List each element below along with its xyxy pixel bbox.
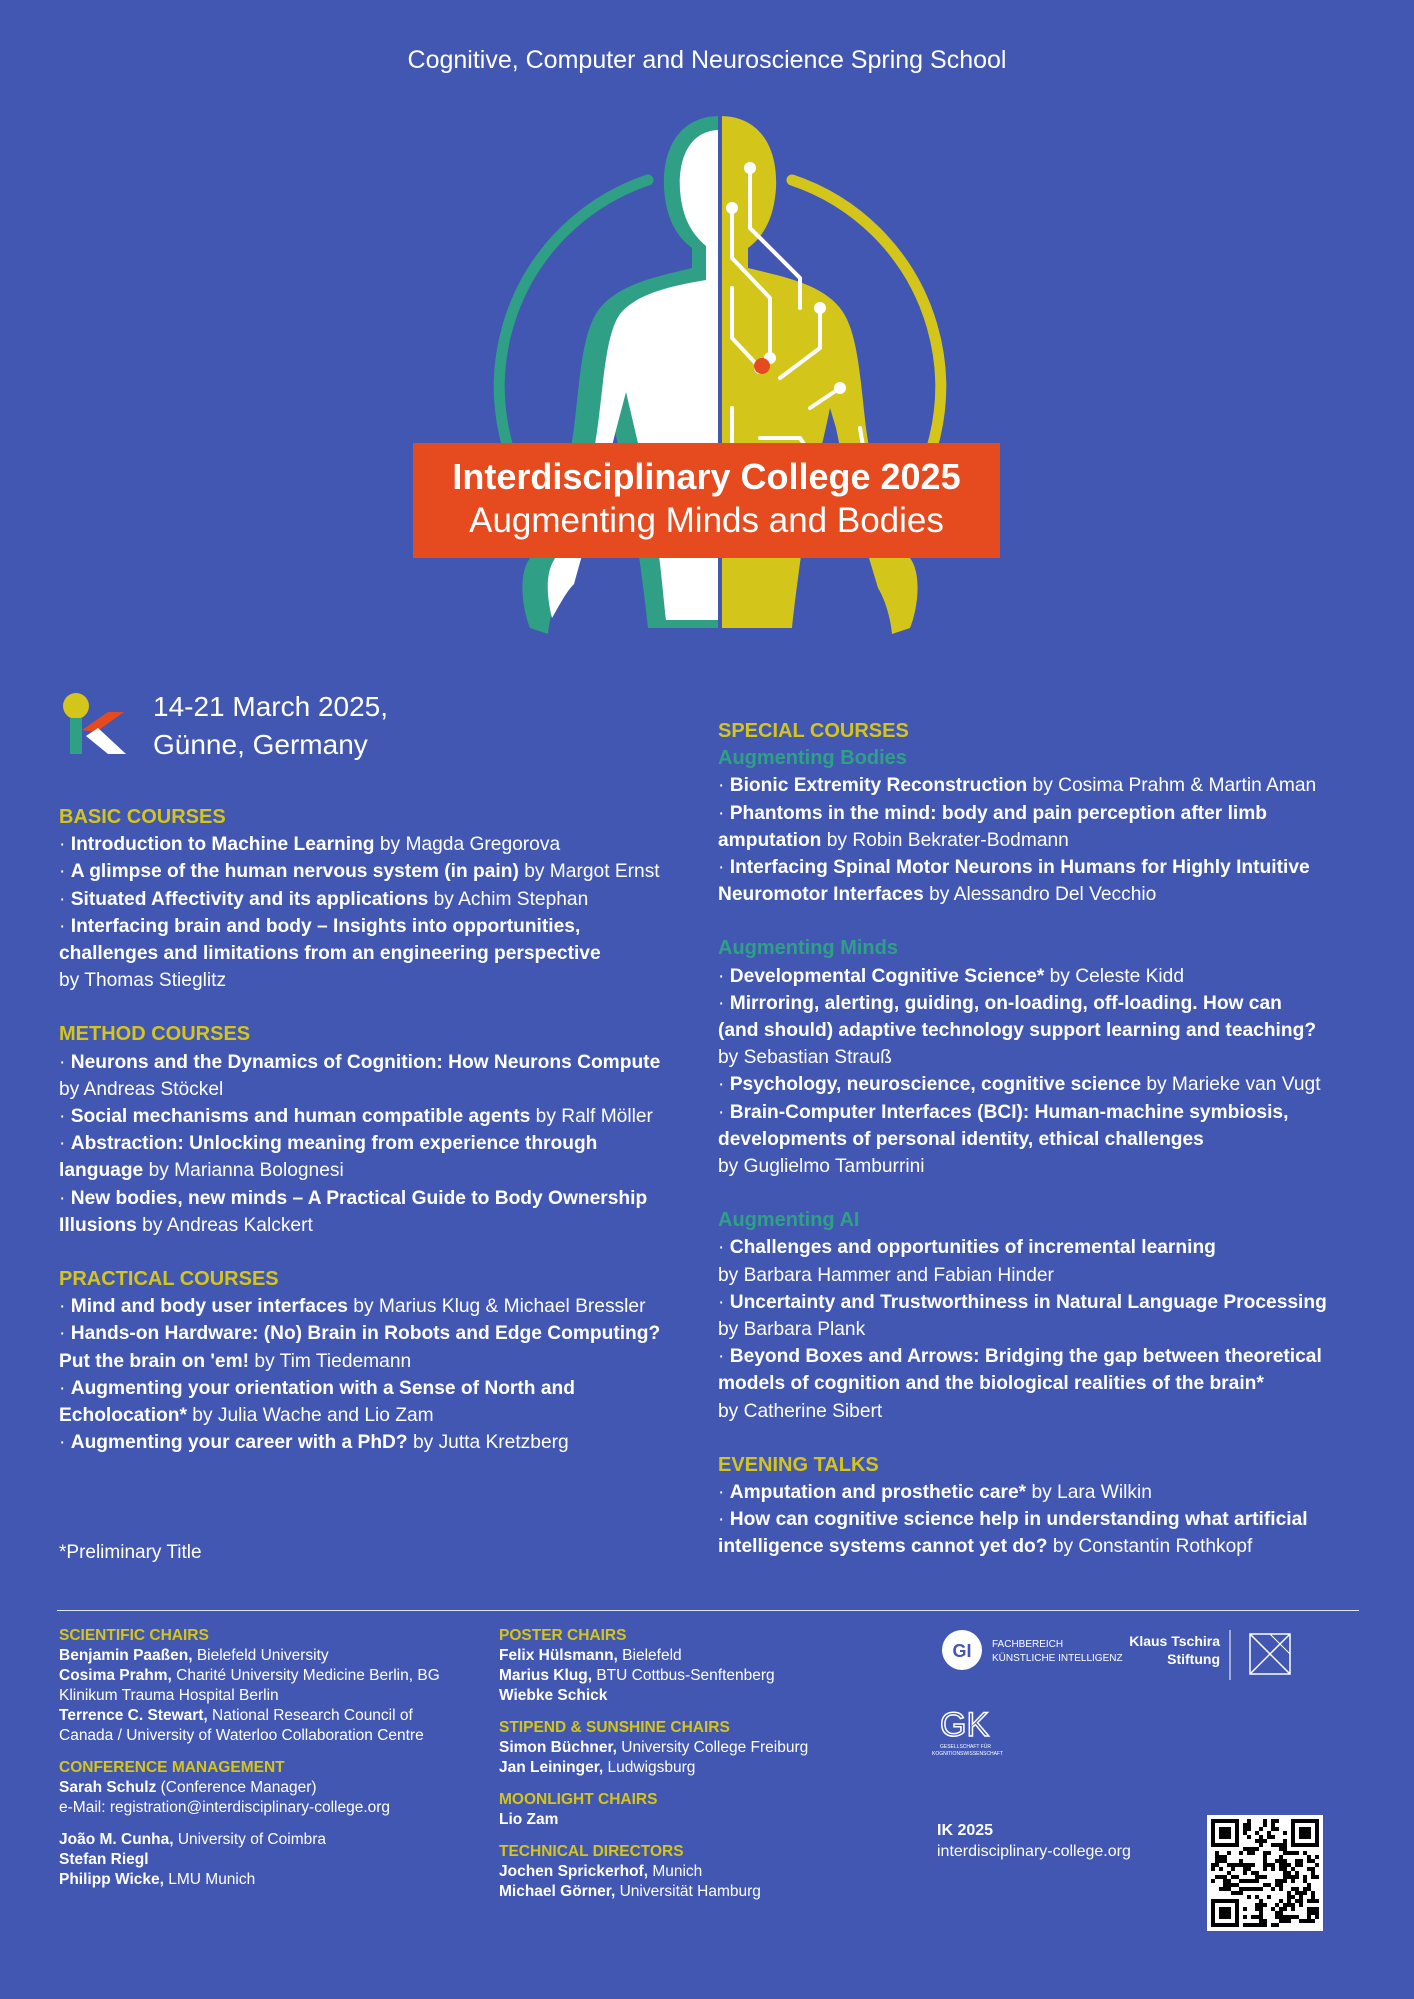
augmenting-bodies-heading: Augmenting Bodies — [718, 747, 907, 770]
list-item: · Situated Affectivity and its applications by Achim Stephan — [59, 888, 589, 910]
svg-text:GI: GI — [952, 1641, 972, 1661]
list-item: · Mirroring, alerting, guiding, on-loading, off-loading. How can (and should) adaptive technology support learning and teaching? by Sebastian Strauß — [718, 992, 1317, 1069]
klaus-tschira-stiftung-logo — [1129, 1628, 1320, 1682]
special-courses-heading: SPECIAL COURSES — [718, 720, 909, 742]
list-item: · Interfacing Spinal Motor Neurons in Humans for Highly Intuitive Neuromotor Interfaces by Alessandro Del Vecchio — [718, 857, 1310, 906]
evening-talks-heading: EVENING TALKS — [718, 1453, 879, 1476]
list-item: Lio Zam — [499, 1811, 559, 1828]
list-item: Sarah Schulz (Conference Manager) — [59, 1779, 317, 1796]
list-item: · How can cognitive science help in understanding what artificial intelligence systems cannot yet do? by Constantin Rothkopf — [718, 1509, 1308, 1558]
list-item: Stefan Riegl — [59, 1851, 149, 1868]
list-item: · Social mechanisms and human compatible agents by Ralf Möller — [59, 1106, 653, 1128]
augmenting-ai-heading: Augmenting AI — [718, 1209, 860, 1232]
list-item: Cosima Prahm, Charité University Medicine Berlin, BG Klinikum Trauma Hospital Berlin — [59, 1667, 440, 1704]
ik-logo-icon — [62, 692, 128, 756]
gk-logo — [932, 1700, 1022, 1758]
list-item: · A glimpse of the human nervous system (in pain) by Margot Ernst — [59, 861, 660, 883]
svg-text:GESELLSCHAFT FÜR: GESELLSCHAFT FÜR — [940, 1744, 992, 1750]
list-item: João M. Cunha, University of Coimbra — [59, 1831, 327, 1848]
svg-text:KOGNITIONSWISSENSCHAFT: KOGNITIONSWISSENSCHAFT — [932, 1751, 1004, 1757]
ik-website-info — [937, 1820, 1131, 1862]
list-item: · Challenges and opportunities of incremental learning by Barbara Hammer and Fabian Hinder — [718, 1237, 1216, 1286]
list-item: · Phantoms in the mind: body and pain perception after limb amputation by Robin Bekrater-Bodmann — [718, 802, 1268, 851]
list-item: Marius Klug, BTU Cottbus-Senftenberg — [499, 1667, 775, 1684]
list-item: · Neurons and the Dynamics of Cognition: How Neurons Compute by Andreas Stöckel — [59, 1051, 661, 1100]
stipend-chairs-heading: STIPEND & SUNSHINE CHAIRS — [499, 1719, 730, 1736]
list-item: · Bionic Extremity Reconstruction by Cosima Prahm & Martin Aman — [718, 775, 1317, 797]
list-item: Simon Büchner, University College Freiburg — [499, 1739, 809, 1756]
list-item: · Hands-on Hardware: (No) Brain in Robots and Edge Computing? Put the brain on 'em! by Tim Tiedemann — [59, 1323, 661, 1372]
event-date-location — [153, 688, 388, 764]
method-courses-heading: METHOD COURSES — [59, 1023, 251, 1046]
footer-chairs-column-2 — [499, 1626, 879, 1902]
list-item: · Developmental Cognitive Science* by Celeste Kidd — [718, 965, 1185, 987]
practical-courses-heading: PRACTICAL COURSES — [59, 1268, 279, 1291]
list-item: Michael Görner, Universität Hamburg — [499, 1883, 761, 1900]
ik-label: IK 2025 — [937, 1822, 994, 1839]
contact-email[interactable]: e-Mail: registration@interdisciplinary-college.org — [59, 1799, 391, 1816]
school-subtitle: Cognitive, Computer and Neuroscience Spring School — [407, 46, 1007, 74]
event-title: Interdisciplinary College 2025 — [452, 456, 961, 497]
list-item: · Augmenting your orientation with a Sense of North and Echolocation* by Julia Wache and Lio Zam — [59, 1377, 575, 1427]
preliminary-note: *Preliminary Title — [59, 1542, 202, 1563]
list-item: · Uncertainty and Trustworthiness in Natural Language Processing by Barbara Plank — [718, 1291, 1327, 1341]
gi-fachbereich-ki-logo — [940, 1628, 1130, 1672]
list-item: Terrence C. Stewart, National Research Council of Canada / University of Waterloo Collaboration Centre — [59, 1707, 424, 1744]
scientific-chairs-heading: SCIENTIFIC CHAIRS — [59, 1627, 209, 1644]
conference-management-heading: CONFERENCE MANAGEMENT — [59, 1759, 285, 1776]
title-banner — [413, 443, 1000, 558]
list-item: Wiebke Schick — [499, 1687, 608, 1704]
technical-directors-heading: TECHNICAL DIRECTORS — [499, 1843, 684, 1860]
event-location: Günne, Germany — [153, 729, 368, 760]
list-item: · Mind and body user interfaces by Marius Klug & Michael Bressler — [59, 1296, 646, 1318]
augmenting-minds-heading: Augmenting Minds — [718, 937, 898, 960]
list-item: · Interfacing brain and body – Insights into opportunities, challenges and limitations from an engineering perspective by Thomas Stieglitz — [59, 915, 601, 992]
svg-text:FACHBEREICH: FACHBEREICH — [992, 1639, 1064, 1650]
list-item: Felix Hülsmann, Bielefeld — [499, 1647, 682, 1664]
list-item: · Beyond Boxes and Arrows: Bridging the gap between theoretical models of cognition and the biological realities of the brain* by Catherine Sibert — [718, 1346, 1322, 1422]
basic-courses-heading: BASIC COURSES — [59, 806, 226, 828]
list-item: · Augmenting your career with a PhD? by Jutta Kretzberg — [59, 1432, 569, 1454]
svg-text:Stiftung: Stiftung — [1167, 1651, 1220, 1667]
list-item: Benjamin Paaßen, Bielefeld University — [59, 1647, 329, 1664]
list-item: · Introduction to Machine Learning by Magda Gregorova — [59, 834, 561, 856]
event-dates: 14-21 March 2025, — [153, 691, 389, 722]
list-item: · Psychology, neuroscience, cognitive science by Marieke van Vugt — [718, 1074, 1321, 1096]
poster-chairs-heading: POSTER CHAIRS — [499, 1627, 627, 1644]
augmented-body-illustration — [470, 108, 970, 670]
website-url[interactable]: interdisciplinary-college.org — [937, 1843, 1131, 1860]
list-item: Jochen Sprickerhof, Munich — [499, 1863, 703, 1880]
list-item: Philipp Wicke, LMU Munich — [59, 1871, 256, 1888]
qr-code-icon[interactable] — [1207, 1815, 1323, 1931]
list-item: Jan Leininger, Ludwigsburg — [499, 1759, 696, 1776]
list-item: · Amputation and prosthetic care* by Lara Wilkin — [718, 1482, 1152, 1504]
svg-text:Klaus Tschira: Klaus Tschira — [1129, 1633, 1220, 1649]
footer-chairs-column-1 — [59, 1626, 489, 1890]
event-subtitle: Augmenting Minds and Bodies — [469, 501, 944, 540]
list-item: · New bodies, new minds – A Practical Guide to Body Ownership Illusions by Andreas Kalckert — [59, 1187, 648, 1236]
left-course-column — [59, 804, 699, 1456]
footer-divider — [57, 1610, 1359, 1611]
svg-text:KÜNSTLICHE INTELLIGENZ: KÜNSTLICHE INTELLIGENZ — [992, 1653, 1123, 1664]
moonlight-chairs-heading: MOONLIGHT CHAIRS — [499, 1791, 658, 1808]
list-item: · Brain-Computer Interfaces (BCI): Human-machine symbiosis, developments of personal identity, ethical challenges by Guglielmo Tamburrini — [718, 1101, 1289, 1178]
list-item: · Abstraction: Unlocking meaning from experience through language by Marianna Bolognesi — [59, 1133, 598, 1182]
svg-text:GK: GK — [940, 1706, 990, 1744]
right-course-column — [718, 718, 1368, 1561]
